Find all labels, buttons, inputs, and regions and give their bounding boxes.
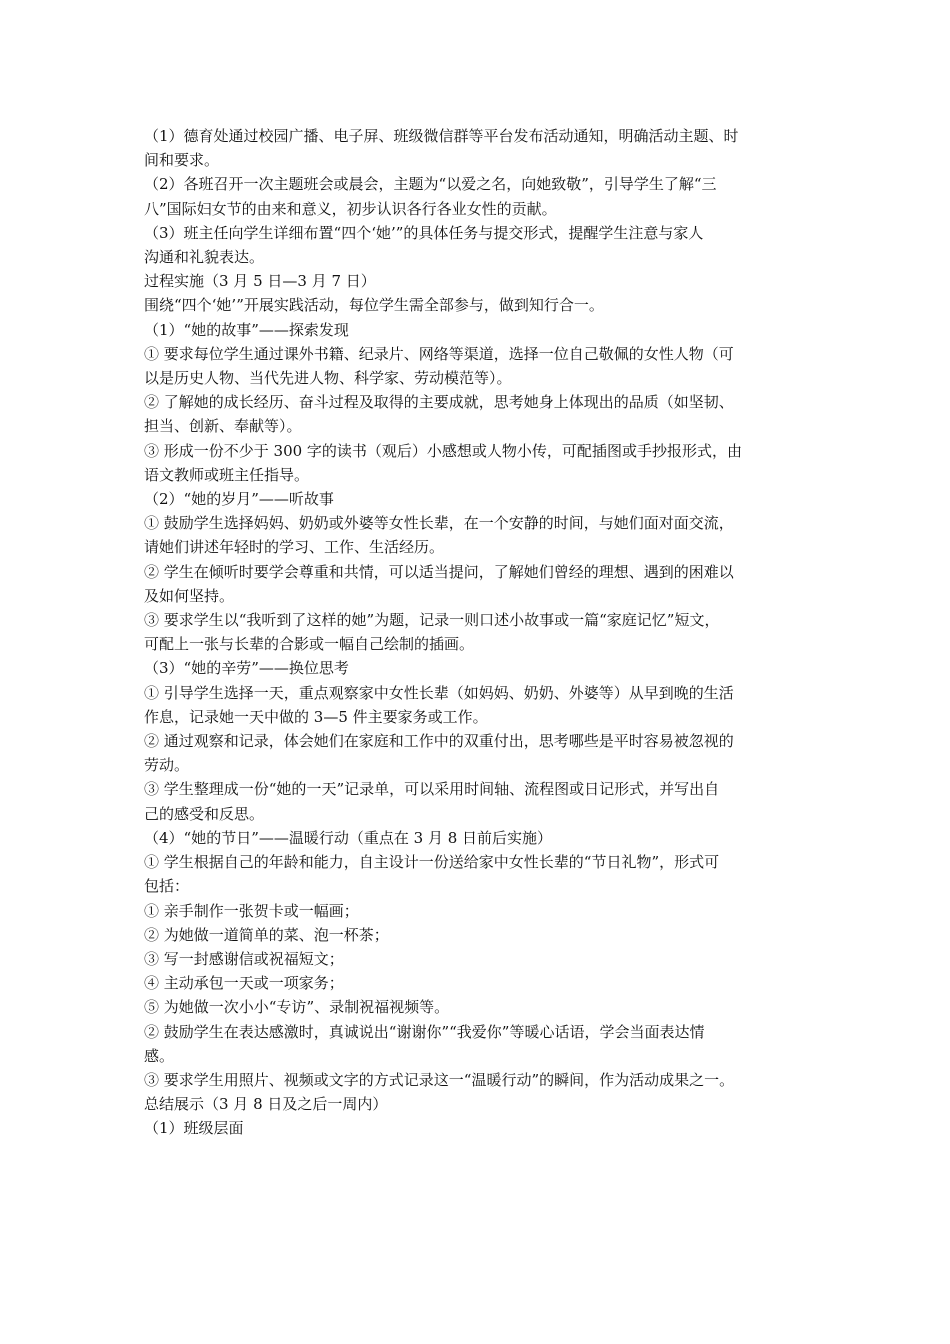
text-line: 感。 <box>144 1046 175 1065</box>
text-line: ③ 形成一份不少于 300 字的读书（观后）小感想或人物小传，可配插图或手抄报形式，由 <box>144 441 742 460</box>
subsection-heading: （2）“她的岁月”——听故事 <box>144 490 334 509</box>
list-item: ⑤ 为她做一次小小“专访”、录制祝福视频等。 <box>144 998 450 1017</box>
text-line: 担当、创新、奉献等）。 <box>144 417 302 436</box>
list-item: ② 为她做一道简单的菜、泡一杯茶； <box>144 925 389 944</box>
subsection-heading: （3）“她的辛劳”——换位思考 <box>144 659 349 678</box>
text-line: （1）德育处通过校园广播、电子屏、班级微信群等平台发布活动通知，明确活动主题、时 <box>144 127 739 145</box>
text-line: ③ 要求学生以“我听到了这样的她”为题，记录一则口述小故事或一篇“家庭记忆”短文， <box>144 611 720 630</box>
list-item: ④ 主动承包一天或一项家务； <box>144 974 344 993</box>
text-line: 围绕“四个‘她’”开展实践活动，每位学生需全部参与，做到知行合一。 <box>144 296 604 315</box>
text-line: ① 鼓励学生选择妈妈、奶奶或外婆等女性长辈，在一个安静的时间，与她们面对面交流， <box>144 514 734 533</box>
text-line: ② 了解她的成长经历、奋斗过程及取得的主要成就，思考她身上体现出的品质（如坚韧、 <box>144 393 734 412</box>
text-line: 请她们讲述年轻时的学习、工作、生活经历。 <box>144 538 445 557</box>
subsection-heading: （1）班级层面 <box>144 1119 244 1138</box>
text-line: ① 引导学生选择一天，重点观察家中女性长辈（如妈妈、奶奶、外婆等）从早到晚的生活 <box>144 683 734 702</box>
section-heading: 总结展示（3 月 8 日及之后一周内） <box>144 1095 388 1114</box>
subsection-heading: （1）“她的故事”——探索发现 <box>144 320 349 339</box>
text-line: 八”国际妇女节的由来和意义，初步认识各行各业女性的贡献。 <box>144 199 557 218</box>
text-line: 语文教师或班主任指导。 <box>144 465 310 484</box>
subsection-heading: （4）“她的节日”——温暖行动（重点在 3 月 8 日前后实施） <box>144 828 553 847</box>
text-line: ② 通过观察和记录，体会她们在家庭和工作中的双重付出，思考哪些是平时容易被忽视的 <box>144 732 734 751</box>
list-item: ① 亲手制作一张贺卡或一幅画； <box>144 901 359 920</box>
text-line: （3）班主任向学生详细布置“四个‘她’”的具体任务与提交形式，提醒学生注意与家人 <box>144 223 704 242</box>
text-line: 劳动。 <box>144 756 190 775</box>
section-heading: 过程实施（3 月 5 日—3 月 7 日） <box>144 272 376 291</box>
text-line: 以是历史人物、当代先进人物、科学家、劳动模范等）。 <box>144 369 512 388</box>
text-line: 沟通和礼貌表达。 <box>144 248 265 267</box>
list-item: ③ 写一封感谢信或祝福短文； <box>144 949 344 968</box>
text-line: ③ 要求学生用照片、视频或文字的方式记录这一“温暖行动”的瞬间，作为活动成果之一。 <box>144 1070 735 1089</box>
text-line: （2）各班召开一次主题班会或晨会，主题为“以爱之名，向她致敬”，引导学生了解“三 <box>144 175 717 194</box>
text-line: ① 要求每位学生通过课外书籍、纪录片、网络等渠道，选择一位自己敬佩的女性人物（可 <box>144 344 734 363</box>
text-line: ② 学生在倾听时要学会尊重和共情，可以适当提问，了解她们曾经的理想、遇到的困难以 <box>144 562 734 581</box>
text-line: 己的感受和反思。 <box>144 804 265 823</box>
text-line: 可配上一张与长辈的合影或一幅自己绘制的插画。 <box>144 635 475 654</box>
text-line: 间和要求。 <box>144 151 220 170</box>
text-line: 及如何坚持。 <box>144 586 235 605</box>
text-line: ③ 学生整理成一份“她的一天”记录单，可以采用时间轴、流程图或日记形式，并写出自 <box>144 780 720 799</box>
text-line: ② 鼓励学生在表达感激时，真诚说出“谢谢你”“我爱你”等暖心话语，学会当面表达情 <box>144 1022 705 1041</box>
text-line: 包括： <box>144 877 190 896</box>
text-line: 作息，记录她一天中做的 3—5 件主要家务或工作。 <box>144 707 488 726</box>
text-line: ① 学生根据自己的年龄和能力，自主设计一份送给家中女性长辈的“节日礼物”，形式可 <box>144 853 720 872</box>
document-body <box>144 124 810 1141</box>
